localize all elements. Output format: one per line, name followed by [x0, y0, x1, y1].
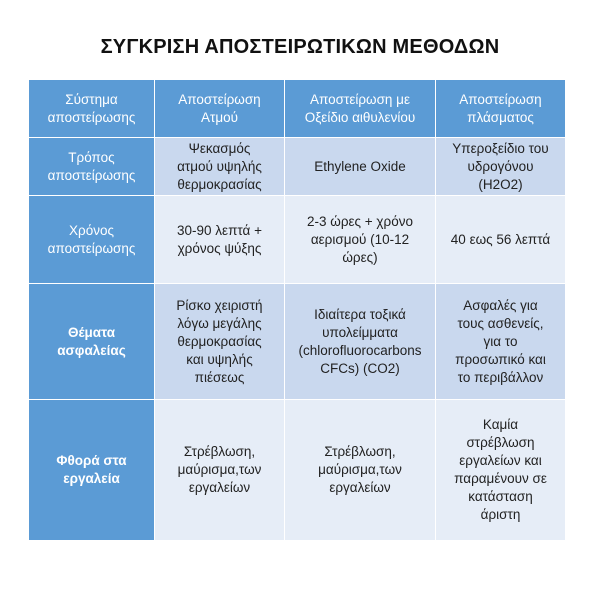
cell-wear-steam: Στρέβλωση, μαύρισμα,των εργαλείων: [155, 400, 285, 541]
cell-wear-plasma: Καμία στρέβλωση εργαλείων και παραμένουν σε κατάσταση άριστη: [436, 400, 566, 541]
header-steam: Αποστείρωση Ατμού: [155, 80, 285, 138]
table-row: [29, 284, 566, 400]
cell-safety-eo: Ιδιαίτερα τοξικά υπολείμματα (chlorofluorocarbons CFCs) (CO2): [285, 284, 436, 400]
page-title: ΣΥΓΚΡΙΣΗ ΑΠΟΣΤΕΙΡΩΤΙΚΩΝ ΜΕΘΟΔΩΝ: [100, 36, 500, 58]
cell-method-eo: Ethylene Oxide: [285, 138, 436, 196]
row-label-method: Τρόπος αποστείρωσης: [29, 138, 155, 196]
table-row: [29, 400, 566, 541]
table-row: [29, 196, 566, 284]
cell-time-plasma: 40 εως 56 λεπτά: [436, 196, 566, 284]
cell-method-steam: Ψεκασμός ατμού υψηλής θερμοκρασίας: [155, 138, 285, 196]
cell-time-eo: 2-3 ώρες + χρόνο αερισμού (10-12 ώρες): [285, 196, 436, 284]
table-header-row: [29, 80, 566, 138]
row-label-safety: Θέματα ασφαλείας: [29, 284, 155, 400]
cell-wear-eo: Στρέβλωση, μαύρισμα,των εργαλείων: [285, 400, 436, 541]
comparison-table: [28, 79, 566, 541]
header-ethylene-oxide: Αποστείρωση με Οξείδιο αιθυλενίου: [285, 80, 436, 138]
row-label-time: Χρόνος αποστείρωσης: [29, 196, 155, 284]
header-plasma: Αποστείρωση πλάσματος: [436, 80, 566, 138]
cell-time-steam: 30-90 λεπτά + χρόνος ψύξης: [155, 196, 285, 284]
header-system: Σύστημα αποστείρωσης: [29, 80, 155, 138]
row-label-wear: Φθορά στα εργαλεία: [29, 400, 155, 541]
cell-safety-steam: Ρίσκο χειριστή λόγω μεγάλης θερμοκρασίας και υψηλής πιέσεως: [155, 284, 285, 400]
table-row: [29, 138, 566, 196]
cell-method-plasma: Υπεροξείδιο του υδρογόνου (H2O2): [436, 138, 566, 196]
cell-safety-plasma: Ασφαλές για τους ασθενείς, για το προσωπικό και το περιβάλλον: [436, 284, 566, 400]
